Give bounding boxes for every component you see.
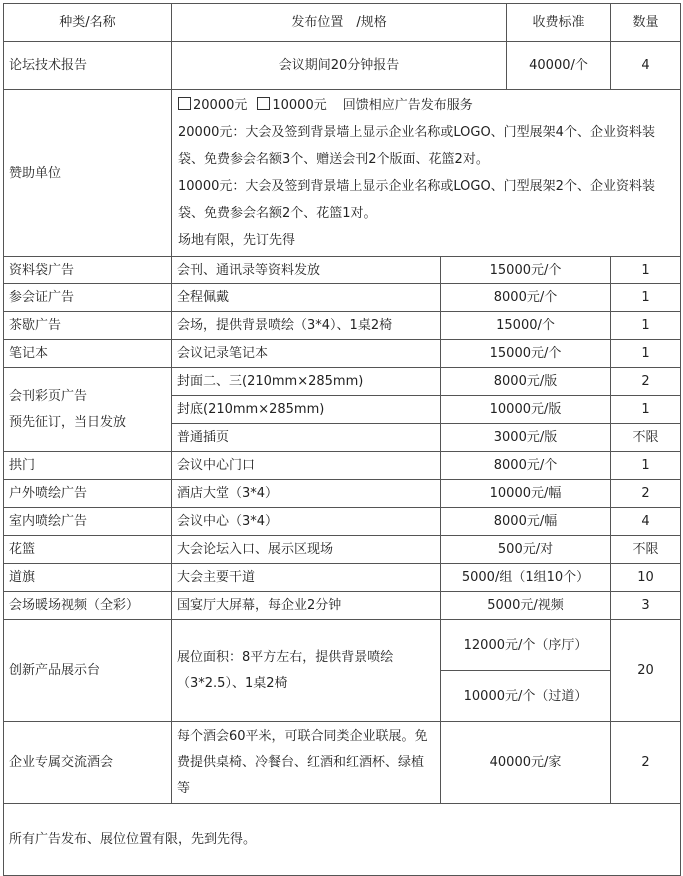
row-fee: 40000/个 [507,42,611,90]
row-position: 封底(210mm×285mm) [172,396,441,424]
footer-row [4,804,681,876]
row-qty: 3 [611,592,681,620]
row-qty: 10 [611,564,681,592]
row-name: 会场暖场视频（全彩） [4,592,172,620]
table-row [4,312,681,340]
row-position: 普通插页 [172,424,441,452]
sponsor-details [172,90,681,257]
table-row [4,620,681,671]
row-position: 每个酒会60平米，可联合同类企业联展。免费提供桌椅、冷餐台、红酒和红酒杯、绿植等 [172,722,441,804]
row-name: 会刊彩页广告 [9,388,88,404]
row-qty: 1 [611,340,681,368]
row-position: 会刊、通讯录等资料发放 [172,257,441,284]
row-name: 室内喷绘广告 [4,508,172,536]
row-qty: 2 [611,722,681,804]
row-fee: 8000元/个 [441,452,611,480]
checkbox-icon[interactable] [178,97,191,110]
row-qty: 1 [611,257,681,284]
row-name: 茶歇广告 [4,312,172,340]
row-qty: 20 [611,620,681,722]
row-name: 花篮 [4,536,172,564]
sponsor-line-20000: 20000元：大会及签到背景墙上显示企业名称或LOGO、门型展架4个、企业资料装袋、免费参会名额3个、赠送会刊2个版面、花篮2对。 [178,125,655,167]
row-qty: 不限 [611,424,681,452]
sponsor-line-10000: 10000元：大会及签到背景墙上显示企业名称或LOGO、门型展架2个、企业资料装袋、免费参会名额2个、花篮1对。 [178,179,655,221]
row-position: 展位面积：8平方左右，提供背景喷绘（3*2.5）、1桌2椅 [172,620,441,722]
table-row [4,368,681,396]
table-row [4,340,681,368]
table-row [4,592,681,620]
row-qty: 1 [611,312,681,340]
sponsor-name: 赞助单位 [4,90,172,257]
sponsor-line-limit: 场地有限，先订先得 [178,233,296,248]
row-fee: 5000元/视频 [441,592,611,620]
row-fee: 8000元/版 [441,368,611,396]
table-row [4,508,681,536]
row-fee: 12000元/个（序厅） [441,620,611,671]
row-name: 户外喷绘广告 [4,480,172,508]
row-position: 全程佩戴 [172,284,441,312]
sponsor-option-10000: 10000元 [272,98,327,113]
checkbox-icon[interactable] [257,97,270,110]
row-qty: 4 [611,42,681,90]
table-row [4,452,681,480]
row-fee: 5000/组（1组10个） [441,564,611,592]
row-position: 会场，提供背景喷绘（3*4）、1桌2椅 [172,312,441,340]
row-position: 会议中心（3*4） [172,508,441,536]
row-name: 创新产品展示台 [4,620,172,722]
row-fee: 8000元/幅 [441,508,611,536]
table-row [4,536,681,564]
row-position: 会议中心门口 [172,452,441,480]
row-fee: 15000元/个 [441,257,611,284]
row-fee: 15000元/个 [441,340,611,368]
row-position: 国宴厅大屏幕，每企业2分钟 [172,592,441,620]
row-position: 大会论坛入口、展示区现场 [172,536,441,564]
ad-price-table [3,3,681,876]
row-fee: 10000元/版 [441,396,611,424]
proceedings-name-cell [4,368,172,452]
header-fee: 收费标准 [507,4,611,42]
row-name: 拱门 [4,452,172,480]
row-position: 封面二、三(210mm×285mm) [172,368,441,396]
row-fee: 10000元/个（过道） [441,671,611,722]
header-name: 种类/名称 [4,4,172,42]
row-qty: 4 [611,508,681,536]
table-row [4,722,681,804]
row-position: 会议期间20分钟报告 [172,42,507,90]
row-qty: 不限 [611,536,681,564]
table-row [4,480,681,508]
row-qty: 1 [611,284,681,312]
row-fee: 40000元/家 [441,722,611,804]
table-row [4,257,681,284]
sponsor-options [178,92,674,119]
header-row [4,4,681,42]
row-name-note: 预先征订，当日发放 [9,414,127,430]
row-fee: 500元/对 [441,536,611,564]
row-fee: 8000元/个 [441,284,611,312]
sponsor-option-note: 回馈相应广告发布服务 [342,98,473,113]
row-fee: 15000/个 [441,312,611,340]
row-qty: 1 [611,452,681,480]
row-qty: 2 [611,480,681,508]
row-name: 道旗 [4,564,172,592]
row-name: 企业专属交流酒会 [4,722,172,804]
table-row [4,42,681,90]
row-qty: 2 [611,368,681,396]
row-name: 笔记本 [4,340,172,368]
header-qty: 数量 [611,4,681,42]
row-position: 酒店大堂（3*4） [172,480,441,508]
header-position: 发布位置 /规格 [172,4,507,42]
sponsor-row [4,90,681,257]
row-name: 资料袋广告 [4,257,172,284]
row-fee: 3000元/版 [441,424,611,452]
row-fee: 10000元/幅 [441,480,611,508]
row-position: 会议记录笔记本 [172,340,441,368]
row-qty: 1 [611,396,681,424]
row-name: 参会证广告 [4,284,172,312]
row-position: 大会主要干道 [172,564,441,592]
footer-note: 所有广告发布、展位位置有限，先到先得。 [4,804,681,876]
table-row [4,564,681,592]
sponsor-option-20000: 20000元 [193,98,248,113]
row-name: 论坛技术报告 [4,42,172,90]
table-row [4,284,681,312]
